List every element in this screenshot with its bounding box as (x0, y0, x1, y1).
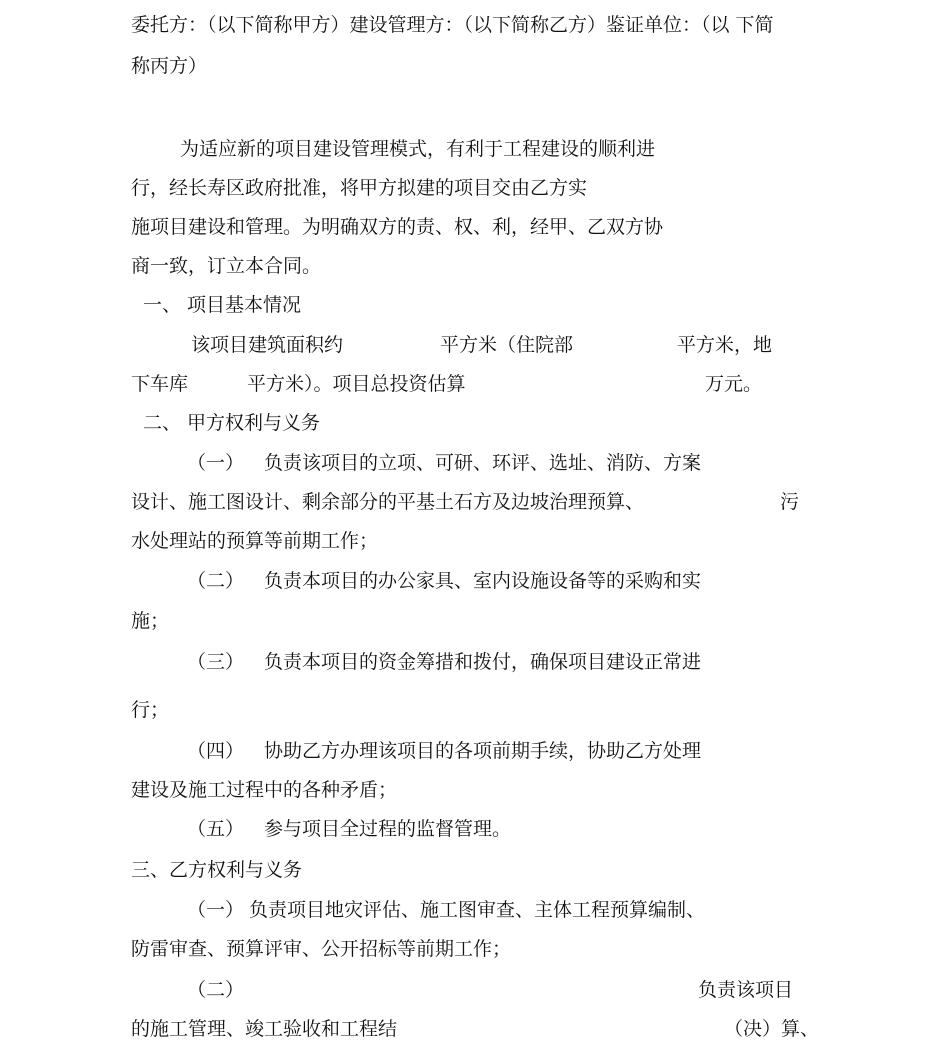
parties-line-1: 委托方：（以下简称甲方）建设管理方：（以下简称乙方）鉴证单位：（以 下简 (131, 14, 774, 36)
section2-item4-line-2: 建设及施工过程中的各种矛盾； (131, 779, 398, 801)
section3-item2-number: （二） (187, 979, 245, 1001)
section2-item5-line-1: 参与项目全过程的监督管理。 (264, 818, 512, 840)
intro-line-3: 施项目建设和管理。为明确双方的责、权、利，经甲、乙双方协 (131, 216, 664, 238)
section1-area-unit-2: 平方米，地 (677, 334, 773, 356)
section3-item2-tail: 负责该项目 (698, 979, 794, 1001)
parties-line-2: 称丙方） (131, 55, 208, 77)
section2-item3-line-1: 负责本项目的资金筹措和拨付，确保项目建设正常进 (264, 651, 702, 673)
section2-item2-line-2: 施； (131, 610, 170, 632)
section3-item1-line-1: 负责项目地灾评估、施工图审查、主体工程预算编制、 (249, 899, 706, 921)
section3-item2-line-2-tail: （决）算、 (724, 1018, 820, 1040)
section2-item1-line-3: 水处理站的预算等前期工作； (131, 530, 379, 552)
section1-invest-unit: 万元。 (705, 373, 763, 395)
section2-item5-number: （五） (187, 818, 245, 840)
section1-garage: 下车库 (131, 373, 189, 395)
section2-item3-number: （三） (187, 651, 245, 673)
section2-item1-number: （一） (187, 452, 245, 474)
intro-line-4: 商一致，订立本合同。 (131, 255, 322, 277)
section3-heading: 三、乙方权利与义务 (131, 859, 303, 881)
section2-item2-number: （二） (187, 570, 245, 592)
section2-item3-line-2: 行； (131, 699, 170, 721)
section1-heading: 一、 项目基本情况 (143, 294, 302, 316)
section1-garage-unit: 平方米）。项目总投资估算 (247, 373, 466, 395)
section2-item4-number: （四） (187, 740, 245, 762)
section2-item2-line-1: 负责本项目的办公家具、室内设施设备等的采购和实 (264, 570, 702, 592)
section2-item4-line-1: 协助乙方办理该项目的各项前期手续，协助乙方处理 (264, 740, 702, 762)
section3-item2-line-2: 的施工管理、竣工验收和工程结 (131, 1018, 398, 1040)
intro-line-1: 为适应新的项目建设管理模式，有利于工程建设的顺利进 (180, 138, 656, 160)
section3-item1-number: （一） (187, 899, 245, 921)
section2-item1-line-2-tail: 污 (780, 491, 800, 513)
section2-heading: 二、 甲方权利与义务 (143, 412, 321, 434)
section2-item1-line-1: 负责该项目的立项、可研、环评、选址、消防、方案 (264, 452, 702, 474)
section3-item1-line-2: 防雷审查、预算评审、公开招标等前期工作； (131, 938, 512, 960)
section1-area-unit: 平方米（住院部 (440, 334, 574, 356)
section1-area-label: 该项目建筑面积约 (191, 334, 344, 356)
intro-line-2: 行，经长寿区政府批准，将甲方拟建的项目交由乙方实 (131, 177, 588, 199)
section2-item1-line-2: 设计、施工图设计、剩余部分的平基土石方及边坡治理预算、 (131, 491, 645, 513)
